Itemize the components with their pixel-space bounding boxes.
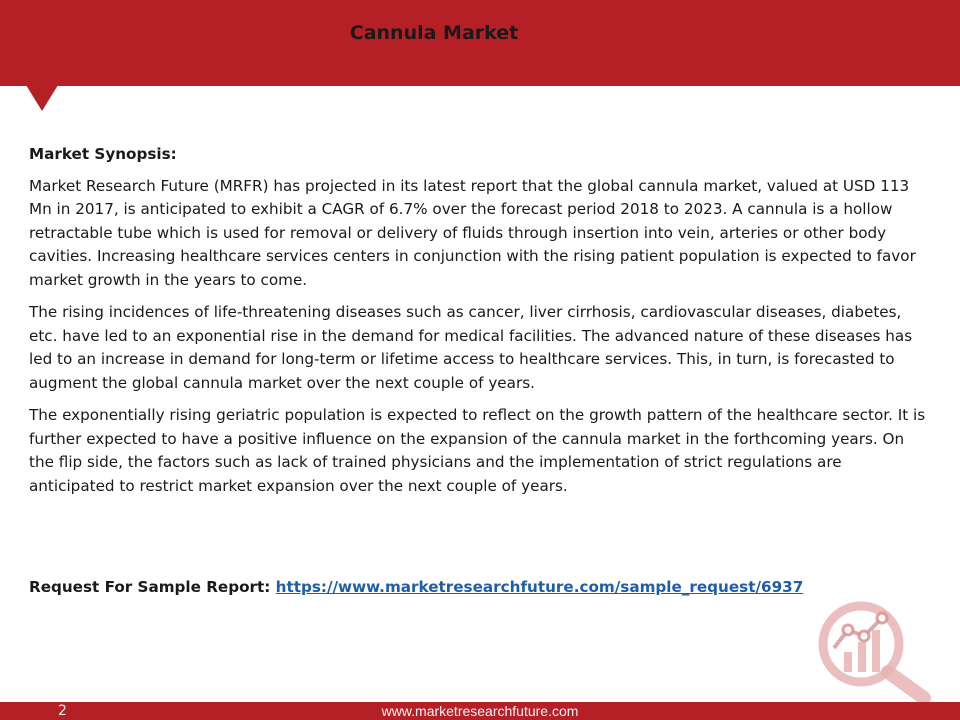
- header-notch: [26, 85, 58, 111]
- slide-title: Cannula Market: [349, 22, 519, 44]
- magnifier-chart-logo-icon: [806, 596, 936, 702]
- footer-website: www.marketresearchfuture.com: [381, 703, 579, 719]
- synopsis-paragraph-1: Market Research Future (MRFR) has projected in its latest report that the global cannula market, valued at USD 113 Mn in 2017, is anticipated to exhibit a CAGR of 6.7% over the forecast period 2018 to 2023. A cannula is a hollow retractable tube which is used for removal or delivery of fluids through insertion into vein, arteries or other body cavities. Increasing healthcare services centers in conjunction with the rising patient population is expected to favor market growth in the years to come.: [29, 176, 916, 289]
- page-number: 2: [58, 703, 67, 719]
- synopsis-heading: Market Synopsis:: [29, 145, 177, 163]
- sample-request-line: [29, 578, 803, 596]
- market-synopsis-section: [29, 143, 929, 507]
- sample-request-label: Request For Sample Report:: [29, 578, 271, 596]
- synopsis-paragraph-2: The rising incidences of life-threatening diseases such as cancer, liver cirrhosis, cardiovascular diseases, diabetes, etc. have led to an exponential rise in the demand for medical facilities. The advanced nature of these diseases has led to an increase in demand for long-term or lifetime access to healthcare services. This, in turn, is forecasted to augment the global cannula market over the next couple of years.: [29, 303, 913, 392]
- sample-request-link[interactable]: https://www.marketresearchfuture.com/sample_request/6937: [275, 578, 804, 596]
- synopsis-paragraph-3: The exponentially rising geriatric population is expected to reflect on the growth pattern of the healthcare sector. It is further expected to have a positive influence on the expansion of the cannula market in the forthcoming years. On the flip side, the factors such as lack of trained physicians and the implementation of strict regulations are anticipated to restrict market expansion over the next couple of years.: [29, 406, 926, 495]
